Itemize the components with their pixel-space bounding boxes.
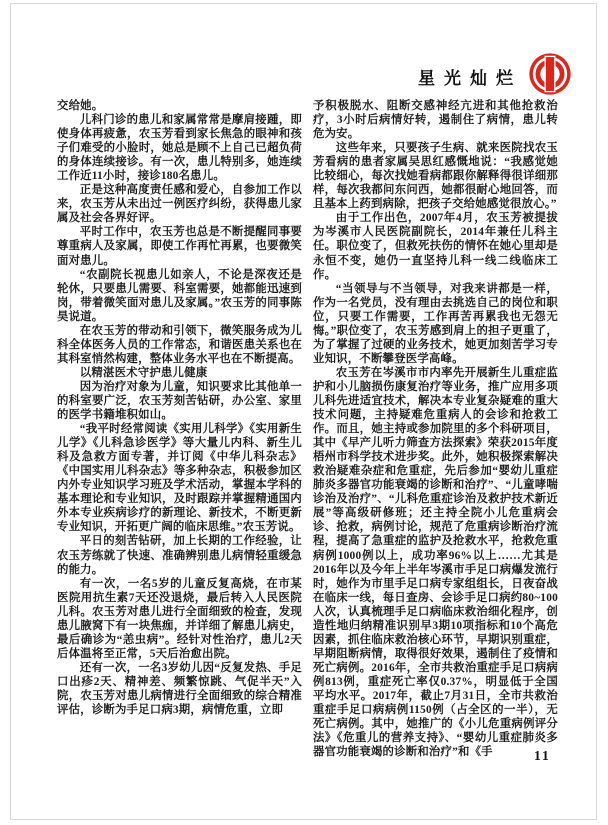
paragraph: 有一次，一名5岁的儿童反复高烧，在市某医院用抗生素7天还没退烧，最后转入人民医院儿科。农玉芳对患儿进行全面细致的检查，发现患儿腋窝下有一块焦痂，并详细了解患儿病史，最后确诊为“恙虫病”。经针对性治疗，患儿2天后体温将至正常，5天后治愈出院。 [57, 577, 302, 660]
paragraph: 予积极脱水、阻断交感神经亢进和其他抢救治疗，3小时后病情好转，遏制住了病情，患儿转危为安。 [313, 100, 558, 141]
paragraph: 平时工作中，农玉芳也总是不断提醒同事要尊重病人及家属，即使工作再忙再累，也要微笑面对患儿。 [57, 226, 302, 267]
page-header [418, 52, 572, 96]
paragraph: “我平时经常阅读《实用儿科学》《实用新生儿学》《儿科急诊医学》等大量儿内科、新生儿科及急救方面专著，并订阅《中华儿科杂志》《中国实用儿科杂志》等多种杂志，积极参加区内外专业知识学习班及学术活动，掌握本学科的基本理论和专业知识，及时跟踪并掌握精通国内外本专业疾病诊疗的新理论、新技术，不断更新专业知识，开拓更广阔的临床思维。”农玉芳说。 [57, 423, 302, 534]
paragraph: 以精湛医术守护患儿健康 [79, 366, 208, 379]
paragraph: 农玉芳在岑溪市市内率先开展新生儿重症监护和小儿脑损伤康复治疗等业务，推广应用多项儿科先进适宜技术，解决本专业复杂疑难的重大技术问题，主持疑难危重病人的会诊和抢救工作。而且，她主持或参加院里的多个科研项目，其中《早产儿听力筛查方法探索》荣获2015年度梧州市科学技术进步奖。此外，她积极探索解决救治疑难杂症和危重症，先后参加“婴幼儿重症肺炎多器官功能衰竭的诊断和治疗”、“儿童哮喘诊治及治疗”、“儿科危重症诊治及救护技术新近展”等高级研修班；还主持全院小儿危重病会诊、抢救，病例讨论，规范了危重病诊断治疗流程，提高了急重症的监护及抢救水平，抢救危重病例1000例以上，成功率96%以上……尤其是2016年以及今年上半年岑溪市手足口病爆发流行时，她作为市里手足口病专家组组长，日夜奋战在临床一线，每日查房、会诊手足口病约80~100人次，认真梳理手足口病临床救治细化程序，创造性地归纳精准识别早3期10项指标和10个高危因素，抓住临床救治核心环节，早期识别重症，早期阻断病情，取得很好效果，遏制住了疫情和死亡病例。2016年，全市共救治重症手足口病病例813例，重症死亡率仅0.37%，明显低于全国平均水平。2017年，截止7月31日，全市共救治重症手足口病病例1150例（占全区的一半），无死亡病例。其中，她推广的《小儿危重病例评分法》《危重儿的营养支持》、“婴幼儿重症肺炎多器官功能衰竭的诊断和治疗”和《手 [313, 366, 558, 759]
paragraph: 儿科门诊的患儿和家属常常是摩肩接踵，即使身体再疲惫，农玉芳看到家长焦急的眼神和孩子们难受的小脸时，她总是顾不上自己已超负荷的身体连续接诊。有一次，患儿特别多，她连续工作近11小时，接诊180名患儿。 [57, 114, 302, 183]
paragraph: 在农玉芳的带动和引领下，微笑服务成为儿科全体医务人员的工作常态，和谐医患关系也在其科室悄然构建，整体业务水平也在不断提高。 [57, 324, 302, 365]
paragraph: “当领导与不当领导，对我来讲都是一样，作为一名党员，没有理由去挑选自己的岗位和职位，只要工作需要，工作再苦再累我也无怨无悔。”职位变了，农玉芳感到肩上的担子更重了，为了掌握了过硬的业务技术，她更加刻苦学习专业知识，不断攀登医学高峰。 [313, 282, 558, 365]
paragraph: “农副院长视患儿如亲人，不论是深夜还是轮休，只要患儿需要、科室需要，她都能迅速到岗，带着微笑面对患儿及家属。”农玉芳的同事陈昊说道。 [57, 268, 302, 323]
paragraph: 还有一次，一名3岁幼儿因“反复发热、手足口出疹2天、精神差、频繁惊跳、气促半天”入院，农玉芳对患儿病情进行全面细致的综合精准评估，诊断为手足口病3期，病情危重，立即 [57, 661, 302, 717]
paragraph: 平日的刻苦钻研，加上长期的工作经验，让农玉芳练就了快速、准确辨别患儿病情轻重缓急的能力。 [57, 535, 302, 576]
paragraph: 正是这种高度责任感和爱心，自参加工作以来，农玉芳从未出过一例医疗纠纷，获得患儿家属及社会各界好评。 [57, 184, 302, 225]
union-logo-icon [528, 52, 572, 96]
paragraph: 因为治疗对象为儿童，知识要求比其他单一的科室要广泛，农玉芳刻苦钻研，办公室、家里的医学书籍堆积如山。 [57, 380, 302, 422]
text-column-right [313, 99, 558, 759]
article-body [57, 99, 558, 759]
header-title: 星光灿烂 [418, 68, 522, 88]
paragraph: 这些年来，只要孩子生病、就来医院找农玉芳看病的患者家属吴思红感慨地说：“我感觉她比较细心，每次找她看病都跟你解释得很详细那样，每次我都问东问西，她都很耐心地回答，而且基本上药到病除，把孩子交给她感觉很放心。” [313, 142, 558, 211]
paragraph: 由于工作出色，2007年4月，农玉芳被提拔为岑溪市人民医院副院长，2014年兼任儿科主任。职位变了，但救死扶伤的情怀在她心里却是永恒不变，她仍一直坚持儿科一线二线临床工作。 [313, 212, 558, 281]
paragraph: 交给她。 [57, 100, 104, 112]
page-number: 11 [534, 748, 551, 763]
text-column-left [57, 99, 302, 759]
